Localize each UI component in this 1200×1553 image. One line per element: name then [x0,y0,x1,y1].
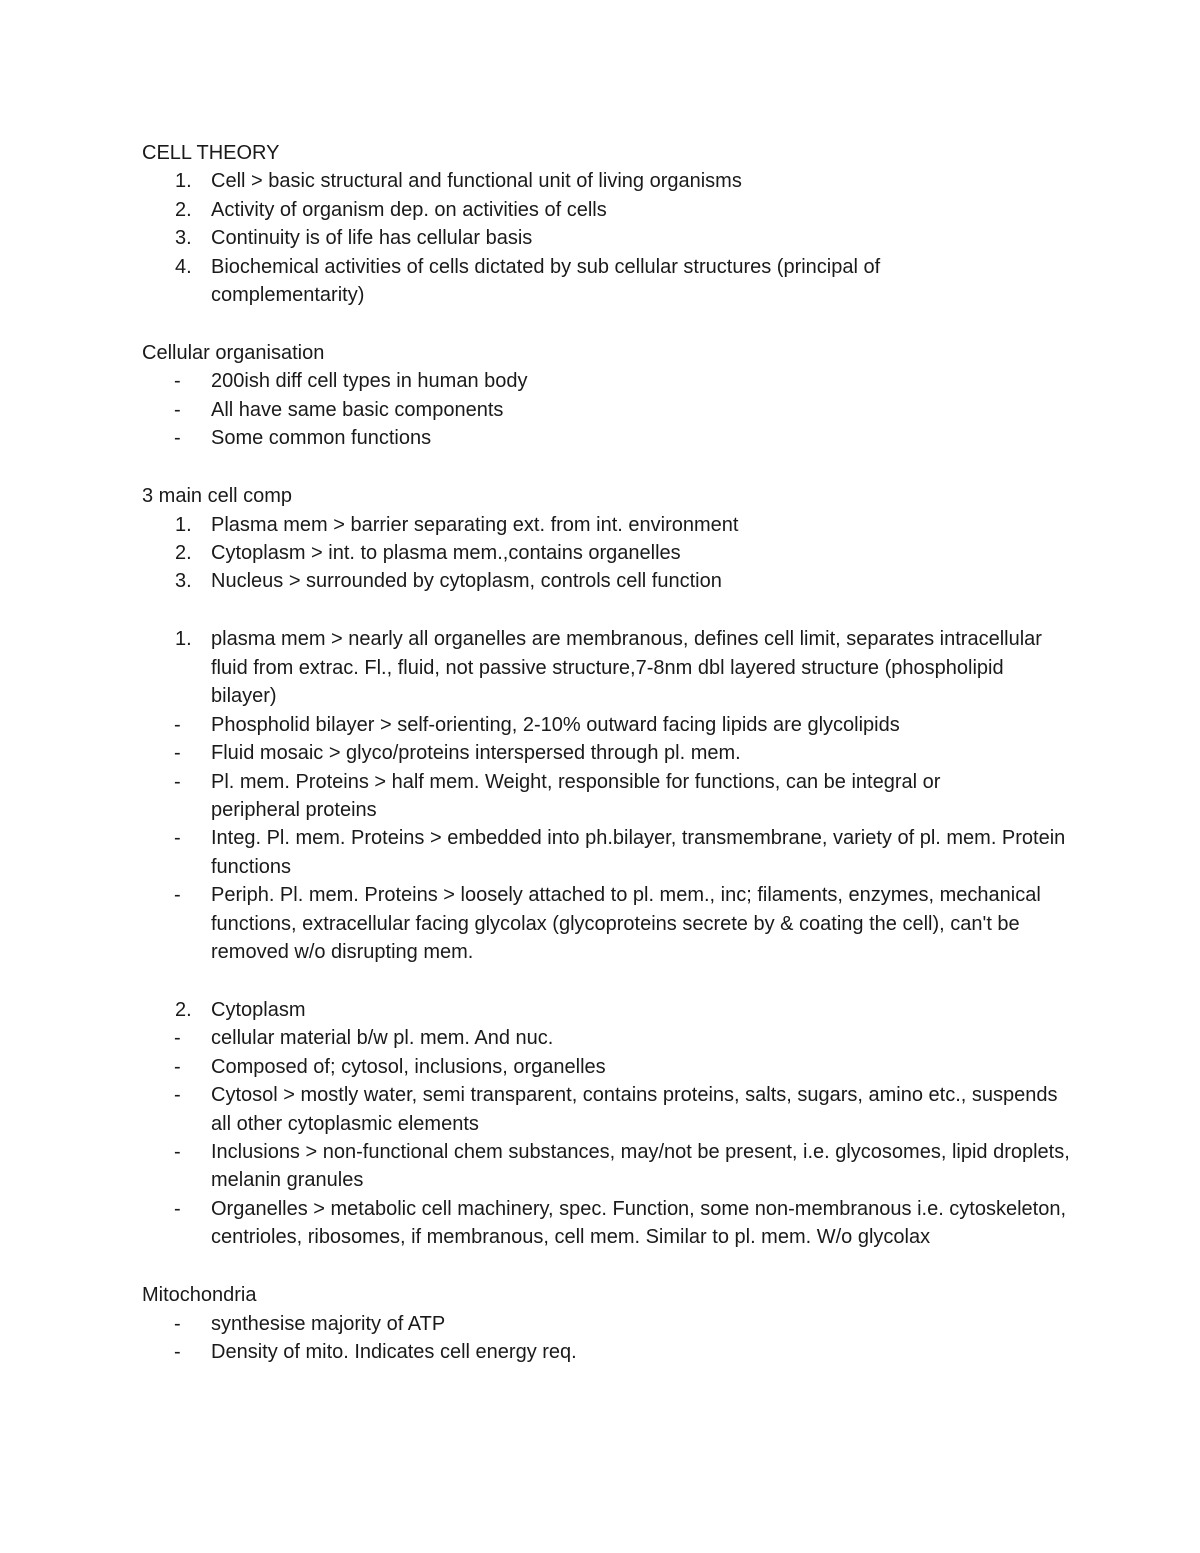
section-main-cell-comp [142,482,1072,596]
list-item [142,253,1072,310]
list-marker: - [174,1312,181,1335]
list-item [142,824,1072,881]
list-item-text: Nucleus > surrounded by cytoplasm, controls cell function [211,570,722,593]
list-marker: - [174,1341,181,1363]
list-marker: - [174,1140,181,1163]
section-heading: Cellular organisation [142,342,325,365]
list-marker: - [174,827,181,850]
section-heading: Mitochondria [142,1284,257,1307]
list-marker: - [174,713,181,736]
list-item [142,367,1072,395]
list-marker: - [174,770,181,793]
list-marker: - [174,427,181,450]
list-item [142,539,1072,567]
list-item [142,1081,1072,1138]
list-marker: 2. [175,998,192,1021]
list-item-text: Cytosol > mostly water, semi transparent, contains proteins, salts, sugars, amino etc., suspends all other cytoplasmic elements [211,1084,1058,1135]
list-item-text: Cytoplasm > int. to plasma mem.,contains organelles [211,542,681,565]
section-cellular-organisation [142,339,1072,453]
list-marker: 4. [175,255,192,278]
list-item [142,567,1072,595]
document-body [142,139,1072,1366]
list-marker: 3. [175,227,192,250]
list-item-text: Plasma mem > barrier separating ext. from int. environment [211,513,739,536]
list-item [142,1310,1072,1338]
section-plasma-membrane [142,625,1072,966]
list-item-text: Cytoplasm [211,998,306,1021]
list-item [142,1195,1072,1252]
list-item [142,881,1072,966]
list-item [142,996,1072,1024]
list-item [142,1053,1072,1081]
list-item-text: Organelles > metabolic cell machinery, spec. Function, some non-membranous i.e. cytoskeleton, centrioles, ribosomes, if membranous, cell mem. Similar to pl. mem. W/o glycolax [211,1197,1067,1249]
list-marker: 2. [175,542,192,565]
paragraph-gap [142,596,1072,626]
list-marker: - [174,398,181,421]
list-marker: - [174,884,181,907]
list-marker: - [174,1084,181,1107]
section-cytoplasm [142,996,1072,1252]
list-item-text: plasma mem > nearly all organelles are membranous, defines cell limit, separates intracellular fluid from extrac. Fl., fluid, not passive structure,7-8nm dbl layered structure (phospholipid bilayer) [211,628,1042,708]
list-marker: - [174,1197,181,1220]
section-heading: CELL THEORY [142,142,280,164]
list-item [142,1024,1072,1052]
list-item [142,424,1072,452]
list-item-text: cellular material b/w pl. mem. And nuc. [211,1027,554,1050]
list-marker: 1. [175,513,192,536]
list-marker: - [174,1027,181,1050]
list-item [142,768,1072,825]
section-mitochondria [142,1281,1072,1366]
list-item [142,711,1072,739]
list-marker: 1. [175,628,192,651]
list-marker: 3. [175,570,192,593]
paragraph-gap [142,309,1072,339]
list-item-text: Density of mito. Indicates cell energy req. [211,1341,577,1363]
paragraph-gap [142,966,1072,996]
list-item-text: All have same basic components [211,398,504,421]
list-item [142,1338,1072,1366]
list-item-text: synthesise majority of ATP [211,1312,446,1335]
paragraph-gap [142,453,1072,483]
list-marker: - [174,1055,181,1078]
list-item-text: Activity of organism dep. on activities of cells [211,198,607,221]
list-item [142,625,1072,710]
list-item-text: Integ. Pl. mem. Proteins > embedded into ph.bilayer, transmembrane, variety of pl. mem. Protein functions [211,827,1066,878]
section-cell-theory [142,139,1072,309]
list-item [142,1138,1072,1195]
list-item-text: Periph. Pl. mem. Proteins > loosely attached to pl. mem., inc; filaments, enzymes, mechanical functions, extracellular facing glycolax (glycoproteins secrete by & coating the cell), can't be removed w/o disrupting mem. [211,884,1041,963]
list-item-text: Phospholid bilayer > self-orienting, 2-10% outward facing lipids are glycolipids [211,713,900,736]
list-item-text: 200ish diff cell types in human body [211,370,528,393]
paragraph-gap [142,1252,1072,1282]
list-item-text: Some common functions [211,427,432,450]
list-item [142,196,1072,224]
list-item [142,511,1072,539]
list-marker: - [174,742,181,765]
list-item-text: Biochemical activities of cells dictated by sub cellular structures (principal of complementarity) [211,255,881,307]
list-item [142,224,1072,252]
list-item [142,396,1072,424]
section-heading: 3 main cell comp [142,485,293,508]
list-item-text: Composed of; cytosol, inclusions, organelles [211,1055,606,1078]
list-marker: 1. [175,170,192,193]
list-item-text: Pl. mem. Proteins > half mem. Weight, responsible for functions, can be integral or peripheral proteins [211,770,941,821]
list-item-text: Inclusions > non-functional chem substances, may/not be present, i.e. glycosomes, lipid droplets, melanin granules [211,1140,1070,1192]
list-marker: - [174,370,181,393]
list-item-text: Cell > basic structural and functional unit of living organisms [211,170,742,193]
list-marker: 2. [175,198,192,221]
list-item [142,167,1072,195]
list-item-text: Fluid mosaic > glyco/proteins interspersed through pl. mem. [211,742,741,765]
list-item-text: Continuity is of life has cellular basis [211,227,533,250]
list-item [142,739,1072,767]
